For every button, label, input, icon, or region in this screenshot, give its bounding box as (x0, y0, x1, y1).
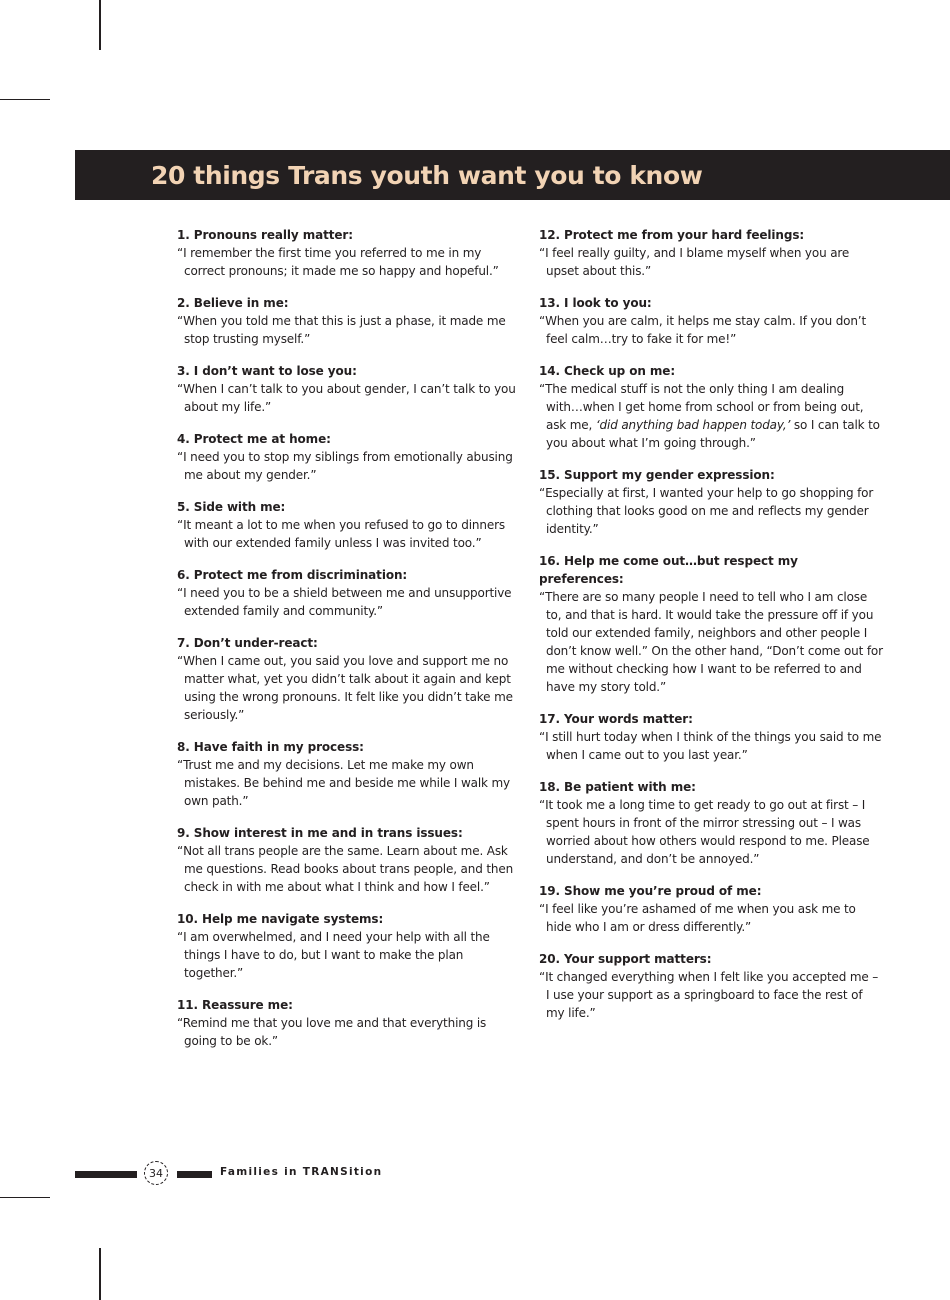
list-item (539, 710, 884, 764)
item-quote (539, 380, 884, 452)
item-quote: “When you are calm, it helps me stay calm. If you don’t feel calm…try to fake it for me!” (539, 314, 867, 346)
quote-text: so I can talk to you about what I’m going through.” (546, 418, 880, 450)
item-heading: 12. Protect me from your hard feelings: (539, 228, 805, 242)
left-column (177, 226, 517, 1064)
item-quote: “When you told me that this is just a phase, it made me stop trusting myself.” (177, 314, 506, 346)
list-item (177, 824, 517, 896)
item-quote: “When I can’t talk to you about gender, I can’t talk to you about my life.” (177, 382, 516, 414)
item-quote: “There are so many people I need to tell who I am close to, and that is hard. It would take the pressure off if you told our extended family, neighbors and other people I don’t know well.” On the other hand, “Don’t come out for me without checking how I want to be referred to and have my story told.” (539, 590, 883, 694)
publication-title: Families in TRANSition (220, 1166, 383, 1178)
crop-mark-top-vertical (99, 0, 101, 50)
list-item (539, 226, 884, 280)
item-quote: “I am overwhelmed, and I need your help with all the things I have to do, but I want to make the plan together.” (177, 930, 490, 980)
item-quote: “I need you to be a shield between me and unsupportive extended family and community.” (177, 586, 512, 618)
item-heading: 19. Show me you’re proud of me: (539, 884, 762, 898)
list-item (177, 498, 517, 552)
list-item (177, 226, 517, 280)
item-heading: 7. Don’t under-react: (177, 636, 318, 650)
list-item (177, 362, 517, 416)
item-quote: “I need you to stop my siblings from emotionally abusing me about my gender.” (177, 450, 513, 482)
list-item (539, 466, 884, 538)
list-item (539, 552, 884, 696)
item-heading: 1. Pronouns really matter: (177, 228, 353, 242)
list-item (539, 362, 884, 452)
item-heading: 11. Reassure me: (177, 998, 293, 1012)
list-item (177, 910, 517, 982)
item-quote: “I still hurt today when I think of the things you said to me when I came out to you last year.” (539, 730, 882, 762)
item-heading: 2. Believe in me: (177, 296, 289, 310)
list-item (177, 294, 517, 348)
crop-mark-bottom-vertical (99, 1248, 101, 1300)
right-column (539, 226, 884, 1036)
item-quote: “Not all trans people are the same. Learn about me. Ask me questions. Read books about trans people, and then check in with me about what I think and how I feel.” (177, 844, 514, 894)
list-item (539, 882, 884, 936)
page-footer (75, 1160, 475, 1190)
item-quote: “When I came out, you said you love and support me no matter what, yet you didn’t talk about it again and kept using the wrong pronouns. It felt like you didn’t take me seriously.” (177, 654, 513, 722)
list-item (177, 634, 517, 724)
item-heading: 13. I look to you: (539, 296, 652, 310)
item-quote: “It changed everything when I felt like you accepted me – I use your support as a springboard to face the rest of my life.” (539, 970, 879, 1020)
item-quote: “I feel really guilty, and I blame myself when you are upset about this.” (539, 246, 850, 278)
item-heading: 10. Help me navigate systems: (177, 912, 384, 926)
list-item (539, 778, 884, 868)
item-quote: “Especially at first, I wanted your help to go shopping for clothing that looks good on me and reflects my gender identity.” (539, 486, 874, 536)
page-number: 34 (144, 1161, 168, 1185)
item-quote: “It took me a long time to get ready to go out at first – I spent hours in front of the mirror stressing out – I was worried about how others would respond to me. Please understand, and don’t be annoyed.” (539, 798, 870, 866)
quote-emphasis: ‘did anything bad happen today,’ (595, 418, 791, 432)
item-heading: 15. Support my gender expression: (539, 468, 775, 482)
crop-mark-top-horizontal (0, 99, 50, 100)
item-heading: 6. Protect me from discrimination: (177, 568, 408, 582)
list-item (177, 566, 517, 620)
footer-rule-right (177, 1171, 212, 1178)
title-banner (75, 150, 950, 200)
crop-mark-bottom-horizontal (0, 1197, 50, 1198)
list-item (177, 430, 517, 484)
item-heading: 16. Help me come out…but respect my preferences: (539, 554, 798, 586)
item-quote: “I remember the first time you referred to me in my correct pronouns; it made me so happy and hopeful.” (177, 246, 499, 278)
footer-rule-left (75, 1171, 137, 1178)
list-item (539, 294, 884, 348)
item-quote: “I feel like you’re ashamed of me when you ask me to hide who I am or dress differently.” (539, 902, 856, 934)
item-heading: 18. Be patient with me: (539, 780, 696, 794)
quote-text: “The medical stuff is not the only thing I am dealing with…when I get home from school or from being out, ask me, (539, 382, 864, 432)
item-heading: 14. Check up on me: (539, 364, 676, 378)
item-heading: 17. Your words matter: (539, 712, 693, 726)
item-quote: “Remind me that you love me and that everything is going to be ok.” (177, 1016, 487, 1048)
list-item (177, 996, 517, 1050)
item-heading: 3. I don’t want to lose you: (177, 364, 357, 378)
item-heading: 5. Side with me: (177, 500, 286, 514)
item-heading: 8. Have faith in my process: (177, 740, 364, 754)
page-title: 20 things Trans youth want you to know (151, 160, 703, 190)
item-quote: “It meant a lot to me when you refused to go to dinners with our extended family unless I was invited too.” (177, 518, 505, 550)
list-item (177, 738, 517, 810)
item-heading: 4. Protect me at home: (177, 432, 331, 446)
item-heading: 20. Your support matters: (539, 952, 712, 966)
item-quote: “Trust me and my decisions. Let me make my own mistakes. Be behind me and beside me while I walk my own path.” (177, 758, 510, 808)
item-heading: 9. Show interest in me and in trans issues: (177, 826, 463, 840)
list-item (539, 950, 884, 1022)
